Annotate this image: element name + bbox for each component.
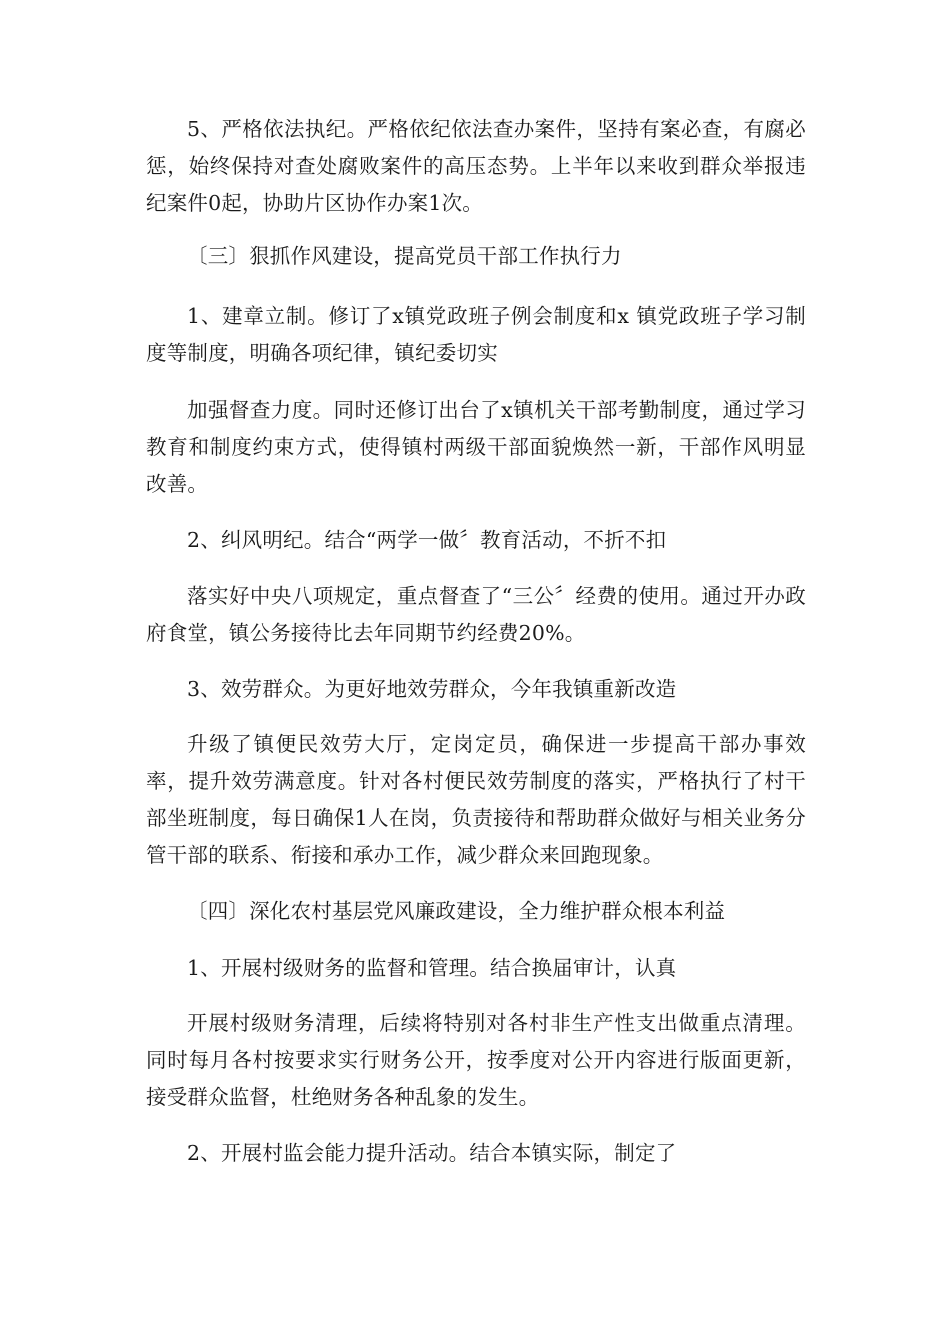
paragraph-finance-cleanup: 开展村级财务清理，后续将特别对各村非生产性支出做重点清理。同时每月各村按要求实行财务公开，按季度对公开内容进行版面更新，接受群众监督，杜绝财务各种乱象的发生。 — [146, 1011, 806, 1109]
paragraph-correct-style: 2、纠风明纪。结合“两学一做〞教育活动，不折不扣 — [187, 528, 667, 552]
section-heading-four: 〔四〕深化农村基层党风廉政建设，全力维护群众根本利益 — [187, 899, 726, 923]
paragraph-village-finance: 1、开展村级财务的监督和管理。结合换届审计，认真 — [187, 956, 677, 980]
paragraph-rules-system: 1、建章立制。修订了x镇党政班子例会制度和x 镇党政班子学习制度等制度，明确各项纪律，镇纪委切实 — [146, 304, 806, 365]
section-heading-three: 〔三〕狠抓作风建设，提高党员干部工作执行力 — [187, 244, 622, 268]
paragraph-eight-rules: 落实好中央八项规定，重点督查了“三公〞经费的使用。通过开办政府食堂，镇公务接待比去年同期节约经费20%。 — [146, 584, 806, 645]
paragraph-strict-discipline: 5、严格依法执纪。严格依纪依法查办案件，坚持有案必查，有腐必惩，始终保持对查处腐败案件的高压态势。上半年以来收到群众举报违纪案件0起，协助片区协作办案1次。 — [146, 117, 806, 215]
paragraph-service-hall: 升级了镇便民效劳大厅，定岗定员，确保进一步提高干部办事效率，提升效劳满意度。针对各村便民效劳制度的落实，严格执行了村干部坐班制度，每日确保1人在岗，负责接待和帮助群众做好与相关业务分管干部的联系、衔接和承办工作，减少群众来回跑现象。 — [146, 732, 806, 867]
paragraph-supervision: 加强督查力度。同时还修订出台了x镇机关干部考勤制度，通过学习教育和制度约束方式，使得镇村两级干部面貌焕然一新，干部作风明显改善。 — [146, 398, 806, 496]
paragraph-supervision-committee: 2、开展村监会能力提升活动。结合本镇实际，制定了 — [187, 1141, 677, 1165]
paragraph-serve-public: 3、效劳群众。为更好地效劳群众，今年我镇重新改造 — [187, 677, 677, 701]
